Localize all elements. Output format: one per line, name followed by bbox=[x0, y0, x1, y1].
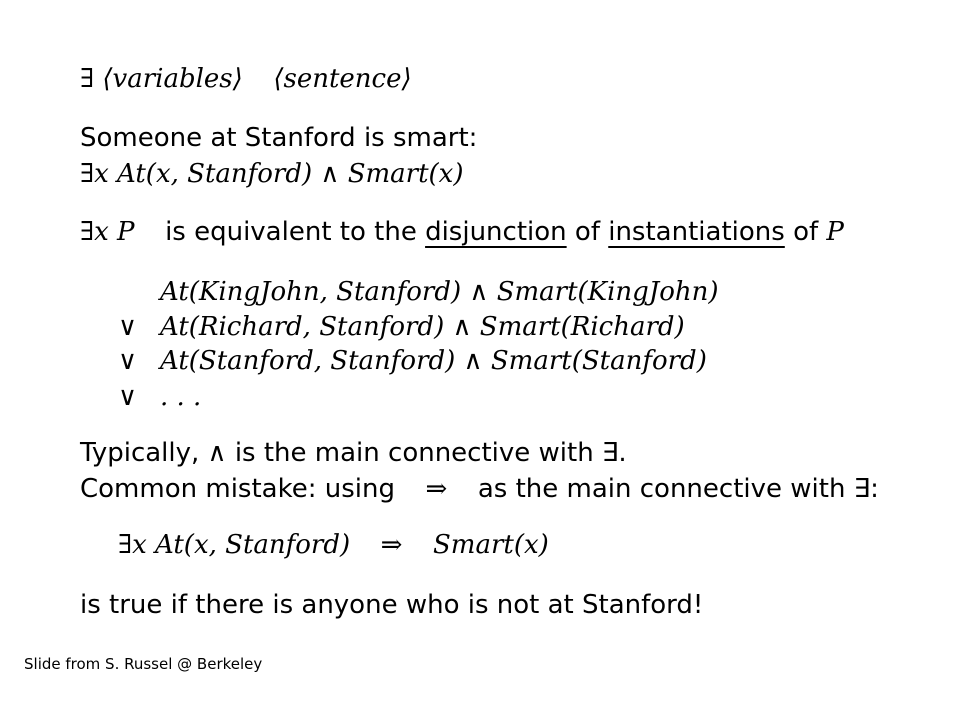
instance-line-4 bbox=[118, 384, 201, 410]
mistake-formula-rhs: Smart(x) bbox=[433, 530, 549, 560]
implies-symbol: ⇒ bbox=[380, 530, 403, 560]
equiv-text-2: of bbox=[574, 217, 600, 247]
equiv-text-1: is equivalent to the bbox=[165, 217, 417, 247]
mistake-formula-lhs: ∃x At(x, Stanford) bbox=[118, 530, 351, 560]
conclusion-text: is true if there is anyone who is not at Stanford! bbox=[80, 590, 704, 620]
or-symbol: ∨ bbox=[118, 312, 138, 342]
equiv-text-3: of bbox=[793, 217, 819, 247]
instance-line-3 bbox=[118, 348, 707, 374]
sentence-term: ⟨sentence⟩ bbox=[273, 64, 412, 94]
exists-p: ∃x P bbox=[80, 217, 135, 247]
instance-formula-2: At(Richard, Stanford) ∧ Smart(Richard) bbox=[160, 312, 685, 342]
variables-term: ⟨variables⟩ bbox=[102, 64, 243, 94]
instance-line-2 bbox=[118, 314, 685, 340]
mistake-formula bbox=[118, 532, 549, 558]
mistake-text-1: Common mistake: using bbox=[80, 474, 395, 504]
typically-note: Typically, ∧ is the main connective with ∃. bbox=[80, 438, 627, 468]
instance-formula-3: At(Stanford, Stanford) ∧ Smart(Stanford) bbox=[160, 346, 707, 376]
disjunction-term: disjunction bbox=[425, 217, 567, 247]
or-symbol: ∨ bbox=[118, 346, 138, 376]
instantiations-term: instantiations bbox=[608, 217, 785, 247]
exists-symbol: ∃ bbox=[80, 64, 95, 94]
implies-symbol: ⇒ bbox=[425, 474, 448, 504]
example-formula: ∃x At(x, Stanford) ∧ Smart(x) bbox=[80, 159, 464, 189]
example-heading: Someone at Stanford is smart: bbox=[80, 123, 478, 153]
or-symbol: ∨ bbox=[118, 382, 138, 412]
syntax-line bbox=[80, 66, 412, 92]
mistake-note bbox=[80, 476, 879, 502]
instance-line-1: At(KingJohn, Stanford) ∧ Smart(KingJohn) bbox=[160, 277, 719, 307]
ellipsis: . . . bbox=[160, 382, 202, 412]
p-variable: P bbox=[826, 217, 844, 247]
equivalence-line bbox=[80, 219, 844, 245]
source-credit: Slide from S. Russel @ Berkeley bbox=[24, 655, 263, 673]
mistake-text-2: as the main connective with ∃: bbox=[477, 474, 879, 504]
